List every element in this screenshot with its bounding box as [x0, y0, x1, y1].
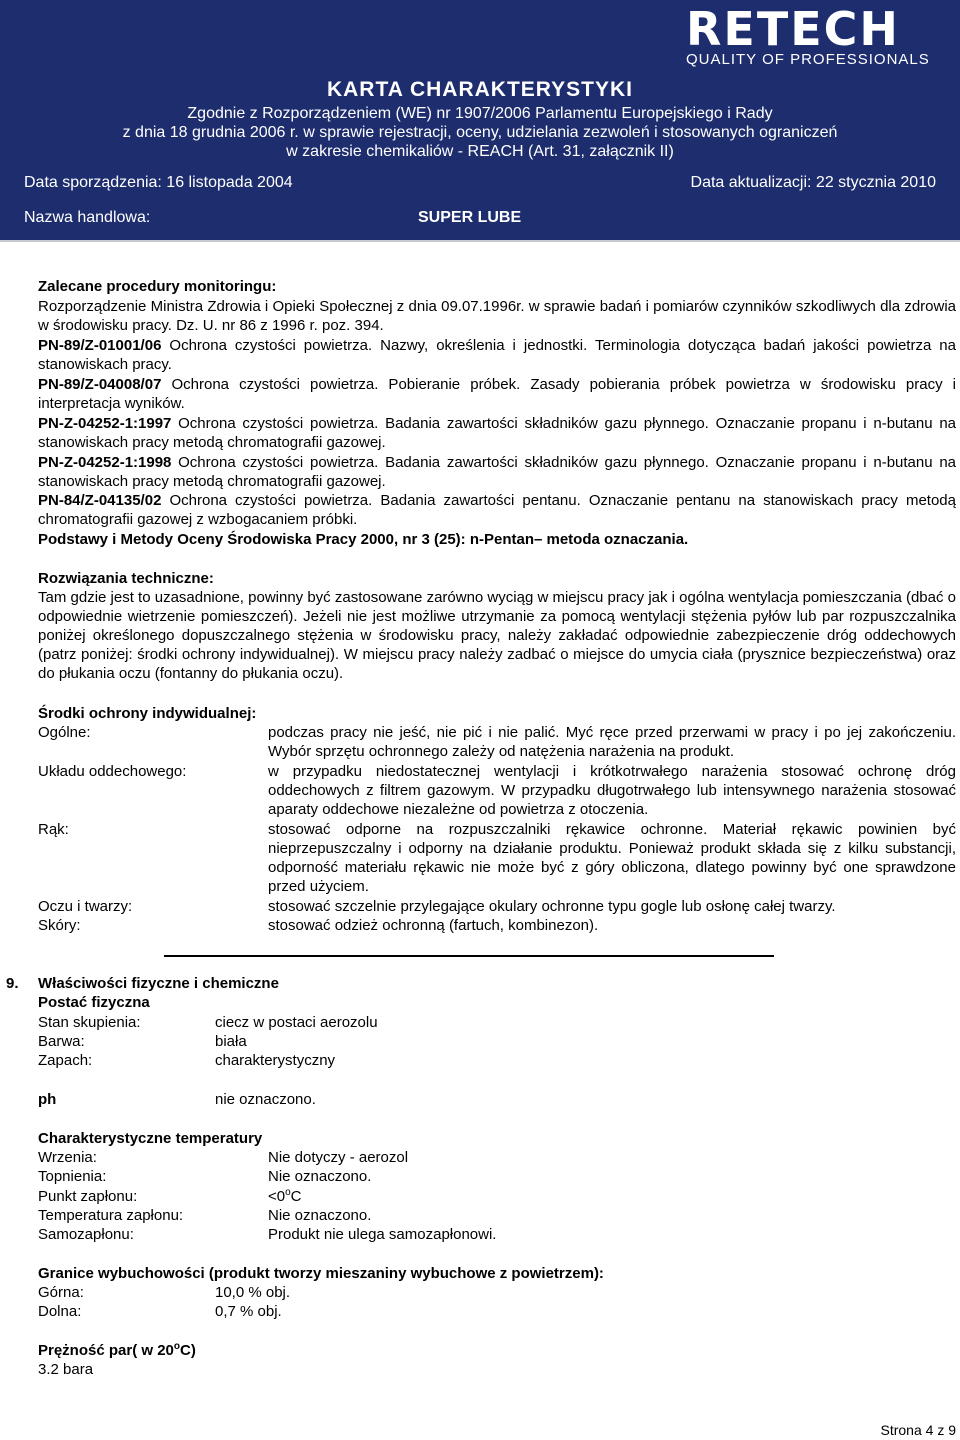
monitoring-heading: Zalecane procedury monitoringu: — [38, 278, 277, 295]
state-value: ciecz w postaci aerozolu — [215, 1014, 378, 1031]
ppe-eyes-text: stosować szczelnie przylegające okulary ochronne typu gogle lub osłonę całej twarzy. — [268, 898, 836, 915]
ph-value: nie oznaczono. — [215, 1091, 316, 1108]
standard-2 — [38, 375, 956, 413]
vapor-pressure-value: 3.2 bara — [38, 1361, 94, 1378]
date-created: Data sporządzenia: 16 listopada 2004 — [24, 174, 293, 191]
boiling-label: Wrzenia: — [38, 1149, 97, 1166]
lower-limit-label: Dolna: — [38, 1303, 82, 1320]
ppe-eyes-label: Oczu i twarzy: — [38, 898, 133, 915]
melting-label: Topnienia: — [38, 1168, 107, 1185]
ignition-label: Temperatura zapłonu: — [38, 1207, 184, 1224]
header-divider — [0, 240, 960, 242]
ignition-value: Nie oznaczono. — [268, 1207, 372, 1224]
section-number: 9. — [6, 975, 19, 992]
state-label: Stan skupienia: — [38, 1014, 141, 1031]
standard-3-text: Ochrona czystości powietrza. Badania zawartości składników gazu płynnego. Oznaczanie propanu i n-butanu na stanowiskach pracy metodą chromatografii gazowej. — [38, 415, 956, 451]
explosive-limits-heading: Granice wybuchowości (produkt tworzy mieszaniny wybuchowe z powietrzem): — [38, 1265, 604, 1282]
standard-3 — [38, 414, 956, 452]
odor-value: charakterystyczny — [215, 1052, 336, 1069]
standard-4-text: Ochrona czystości powietrza. Badania zawartości składników gazu płynnego. Oznaczanie propanu i n-butanu na stanowiskach pracy metodą chromatografii gazowej. — [38, 454, 956, 490]
ph-label: ph — [38, 1091, 57, 1108]
ppe-general-text: podczas pracy nie jeść, nie pić i nie palić. Myć ręce przed przerwami w pracy i po jej zakończeniu. Wybór sprzętu ochronnego zależy od natężenia narażenia na produkt. — [268, 724, 956, 760]
flash-point-label: Punkt zapłonu: — [38, 1188, 138, 1205]
technical-heading: Rozwiązania techniczne: — [38, 570, 214, 587]
standard-5 — [38, 491, 956, 529]
odor-label: Zapach: — [38, 1052, 93, 1069]
standard-1-code: PN-89/Z-01001/06 — [38, 337, 162, 354]
ppe-hands-label: Rąk: — [38, 821, 69, 838]
regulation-line-2: z dnia 18 grudnia 2006 r. w sprawie rejestracji, oceny, udzielania zezwoleń i stosowanych ograniczeń — [122, 124, 838, 141]
ppe-heading: Środki ochrony indywidualnej: — [38, 705, 257, 722]
ppe-general-label: Ogólne: — [38, 724, 91, 741]
upper-limit-label: Górna: — [38, 1284, 84, 1301]
vapor-pressure-heading: Prężność par( w 20$^o$C) — [38, 1341, 196, 1359]
color-value: biała — [215, 1033, 247, 1050]
monitoring-method: Podstawy i Metody Oceny Środowiska Pracy 2000, nr 3 (25): n-Pentan– metoda oznaczania. — [38, 531, 689, 548]
standard-2-text: Ochrona czystości powietrza. Pobieranie próbek. Zasady pobierania próbek powietrza w środowisku pracy i interpretacja wyników. — [38, 376, 956, 412]
logo-tagline: QUALITY OF PROFESSIONALS — [686, 51, 930, 68]
trade-name-label: Nazwa handlowa: — [24, 209, 151, 226]
temperatures-heading: Charakterystyczne temperatury — [38, 1130, 263, 1147]
document-title: KARTA CHARAKTERYSTYKI — [326, 78, 634, 101]
self-ignition-value: Produkt nie ulega samozapłonowi. — [268, 1226, 497, 1243]
page-number: Strona 4 z 9 — [880, 1422, 956, 1438]
physical-form-heading: Postać fizyczna — [38, 994, 150, 1011]
flash-point-value: $<0^oC$ — [268, 1187, 302, 1205]
ppe-skin-label: Skóry: — [38, 917, 81, 934]
logo-wordmark: RETECH — [686, 2, 900, 56]
self-ignition-label: Samozapłonu: — [38, 1226, 134, 1243]
standard-4 — [38, 453, 956, 491]
standard-5-code: PN-84/Z-04135/02 — [38, 492, 162, 509]
standard-1-text: Ochrona czystości powietrza. Nazwy, określenia i jednostki. Terminologia dotycząca badań jakości powietrza na stanowiskach pracy. — [38, 337, 956, 373]
standard-4-code: PN-Z-04252-1:1998 — [38, 454, 172, 471]
date-updated: Data aktualizacji: 22 stycznia 2010 — [690, 174, 936, 191]
standard-5-text: Ochrona czystości powietrza. Badania zawartości pentanu. Oznaczanie pentanu na stanowiskach pracy metodą chromatografii gazowej z wzbogacaniem próbki. — [38, 492, 956, 528]
standard-1 — [38, 336, 956, 374]
boiling-value: Nie dotyczy - aerozol — [268, 1149, 409, 1166]
monitoring-regulation: Rozporządzenie Ministra Zdrowia i Opieki Społecznej z dnia 09.07.1996r. w sprawie badań i pomiarów czynników szkodliwych dla zdrowia w środowisku pracy. Dz. U. nr 86 z 1996 r. poz. 394. — [38, 298, 956, 334]
melting-value: Nie oznaczono. — [268, 1168, 372, 1185]
ppe-hands-text: stosować odporne na rozpuszczalniki rękawice ochronne. Materiał rękawic powinien być nieprzepuszczalny i odporny na działanie produktu. Ponieważ produkt składa się z kilku substancji, odporność materiału rękawic nie może być z góry obliczona, dlatego powinny być one sprawdzone przed użyciem. — [268, 821, 956, 895]
technical-text: Tam gdzie jest to uzasadnione, powinny być zastosowane zarówno wyciąg w miejscu pracy jak i ogólna wentylacja pomieszczania (dbać o odpowiednie wietrzenie pomieszczeń). Jeżeli nie jest możliwe utrzymanie za pomocą wentylacji stężenia pyłów lub par rozpuszczalnika poniżej określonego dopuszczalnego stężenia w środowisku pracy, należy zakładać odpowiednie zabezpieczenie dróg oddechowych (patrz poniżej: środki ochrony indywidualnej). W miejscu pracy należy zadbać o miejsce do umycia ciała (prysznice bezpieczeństwa) oraz do płukania oczu (fontanny do płukania oczu). — [38, 589, 956, 682]
regulation-line-3: w zakresie chemikaliów - REACH (Art. 31, załącznik II) — [286, 143, 674, 160]
lower-limit-value: 0,7 % obj. — [215, 1303, 282, 1320]
section-title: Właściwości fizyczne i chemiczne — [38, 975, 279, 992]
standard-3-code: PN-Z-04252-1:1997 — [38, 415, 172, 432]
retech-logo — [686, 4, 956, 68]
section-divider — [164, 955, 774, 957]
regulation-line-1: Zgodnie z Rozporządzeniem (WE) nr 1907/2006 Parlamentu Europejskiego i Rady — [187, 105, 773, 122]
ppe-respiratory-text: w przypadku niedostatecznej wentylacji i krótkotrwałego narażenia stosować ochronę dróg oddechowych z filtrem gazowym. W przypadku długotrwałego lub intensywnego narażenia stosować aparaty oddechowe niezależne od powietrza z otoczenia. — [268, 763, 956, 818]
upper-limit-value: 10,0 % obj. — [215, 1284, 291, 1301]
ppe-skin-text: stosować odzież ochronną (fartuch, kombinezon). — [268, 917, 599, 934]
ppe-respiratory-label: Układu oddechowego: — [38, 763, 187, 780]
standard-2-code: PN-89/Z-04008/07 — [38, 376, 162, 393]
trade-name-value: SUPER LUBE — [418, 209, 522, 226]
color-label: Barwa: — [38, 1033, 85, 1050]
